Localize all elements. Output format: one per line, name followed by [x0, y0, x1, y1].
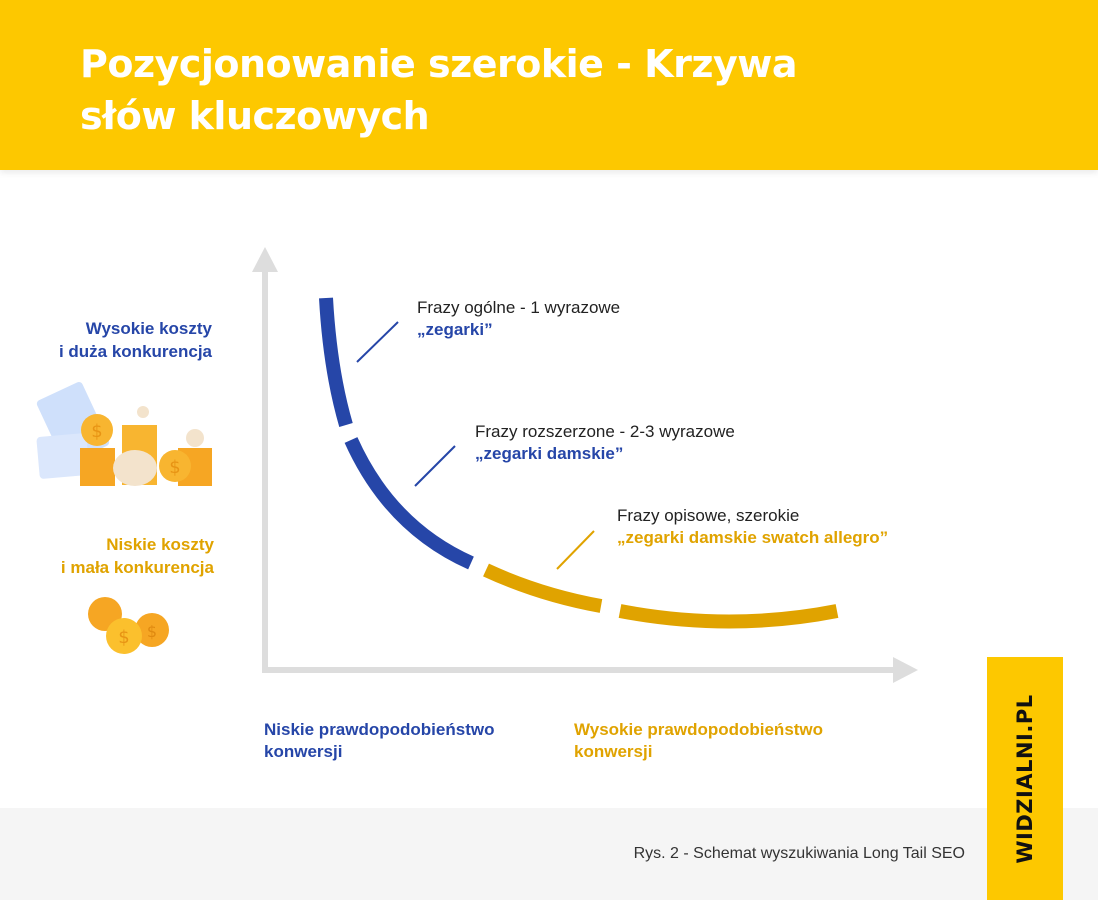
x-axis-arrow-icon [893, 657, 918, 683]
annotation-descriptive [617, 505, 888, 549]
annotation-example: „zegarki damskie” [475, 444, 624, 463]
high-conversion-line1: Wysokie prawdopodobieństwo [574, 720, 824, 739]
annotation-text: Frazy rozszerzone - 2-3 wyrazowe [475, 422, 735, 441]
annotation-extended [475, 421, 735, 465]
curve-segment-general [326, 298, 346, 425]
brand-logo [987, 657, 1063, 900]
annotation-general [417, 297, 620, 341]
curve-segment-extended [351, 440, 471, 563]
curve-segment-descriptive-1 [486, 570, 601, 606]
svg-text:$: $ [169, 457, 181, 478]
high-cost-label [59, 317, 212, 363]
curve-segment-descriptive-2 [620, 611, 837, 622]
page-title: Pozycjonowanie szerokie - Krzywa słów kluczowych [80, 42, 797, 138]
leader-line-1 [357, 322, 398, 362]
annotation-example: „zegarki” [417, 320, 493, 339]
y-axis-arrow-icon [252, 247, 278, 272]
low-cost-line2: i mała konkurencja [60, 558, 214, 577]
low-conversion-line1: Niskie prawdopodobieństwo [264, 720, 495, 739]
annotation-example: „zegarki damskie swatch allegro” [617, 528, 889, 547]
high-conversion-line2: konwersji [574, 742, 653, 761]
low-cost-line1: Niskie koszty [106, 535, 214, 554]
leader-line-2 [415, 446, 455, 486]
logo-text: WIDZIALNI.PL [1013, 693, 1037, 864]
svg-text:$: $ [146, 622, 158, 641]
low-conversion-line2: konwersji [264, 742, 343, 761]
money-stack-icon [36, 381, 212, 486]
high-cost-line1: Wysokie koszty [85, 319, 212, 338]
low-conversion-label [264, 719, 494, 763]
svg-text:$: $ [118, 627, 130, 648]
figure-caption: Rys. 2 - Schemat wyszukiwania Long Tail SEO [633, 845, 965, 862]
coins-icon [88, 597, 169, 654]
svg-text:$: $ [91, 421, 103, 442]
high-conversion-label [574, 719, 823, 763]
high-cost-line2: i duża konkurencja [58, 342, 212, 361]
annotation-text: Frazy ogólne - 1 wyrazowe [417, 298, 621, 317]
low-cost-label [61, 533, 214, 579]
leader-line-3 [557, 531, 594, 569]
annotation-text: Frazy opisowe, szerokie [617, 506, 800, 525]
